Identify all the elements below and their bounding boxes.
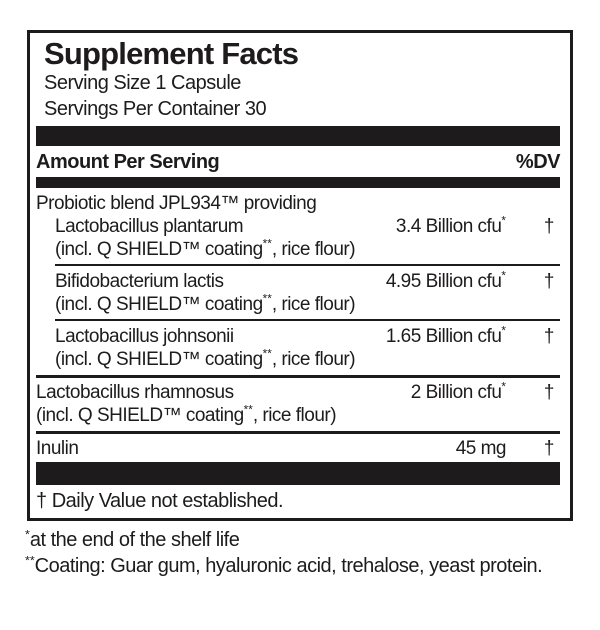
dv-symbol: † — [543, 271, 554, 292]
nutrient-amount: 4.95 Billion cfu* — [385, 269, 506, 292]
dv-symbol: † — [543, 216, 554, 237]
main-divider — [36, 431, 560, 434]
main-divider — [36, 375, 560, 378]
panel-title: Supplement Facts — [44, 36, 299, 71]
serving-size: Serving Size 1 Capsule — [44, 72, 241, 94]
blend-item-johnsonii — [55, 325, 560, 371]
nutrient-amount: 1.65 Billion cfu* — [385, 324, 506, 347]
amount-per-serving-label: Amount Per Serving — [36, 151, 220, 173]
row-rhamnosus — [36, 381, 560, 427]
nutrient-name: Lactobacillus plantarum — [55, 216, 244, 237]
amount-asterisk: * — [501, 380, 506, 394]
nutrient-detail: (incl. Q SHIELD™ coating**, rice flour) — [55, 292, 356, 315]
blend-group-name: Probiotic blend JPL934™ providing — [36, 193, 317, 214]
nutrient-amount: 45 mg — [455, 438, 506, 459]
detail-asterisks: ** — [262, 237, 272, 251]
nutrient-row — [36, 381, 560, 404]
footnote-coating: **Coating: Guar gum, hyaluronic acid, trehalose, yeast protein. — [25, 553, 543, 577]
nutrient-name: Lactobacillus rhamnosus — [36, 382, 234, 403]
supplement-facts-panel — [27, 30, 573, 521]
row-inulin — [36, 437, 560, 460]
detail-asterisks: ** — [243, 403, 253, 417]
blend-item-plantarum — [55, 215, 560, 266]
nutrient-detail: (incl. Q SHIELD™ coating**, rice flour) — [55, 237, 356, 260]
amount-asterisk: * — [501, 324, 506, 338]
blend-item-lactis — [55, 270, 560, 321]
separator-bar-bottom — [36, 462, 560, 485]
detail-asterisks: ** — [262, 292, 272, 306]
nutrient-detail: (incl. Q SHIELD™ coating**, rice flour) — [36, 403, 337, 426]
nutrient-name: Bifidobacterium lactis — [55, 271, 224, 292]
nutrient-detail: (incl. Q SHIELD™ coating**, rice flour) — [55, 347, 356, 370]
nutrient-row — [55, 215, 560, 238]
servings-per-container: Servings Per Container 30 — [44, 98, 267, 120]
separator-bar-mid — [36, 177, 560, 188]
dv-footnote: † Daily Value not established. — [36, 490, 284, 512]
asterisk-symbol: * — [25, 527, 30, 542]
nutrient-name: Lactobacillus johnsonii — [55, 326, 234, 347]
nutrient-row — [55, 270, 560, 293]
nutrient-table — [36, 188, 560, 513]
sub-divider — [55, 264, 560, 266]
double-asterisk-symbol: ** — [25, 553, 35, 568]
separator-bar-thick — [36, 126, 560, 146]
nutrient-amount: 3.4 Billion cfu* — [395, 214, 506, 237]
dv-symbol: † — [543, 382, 554, 403]
dv-symbol: † — [543, 438, 554, 459]
nutrient-amount: 2 Billion cfu* — [410, 380, 506, 403]
sub-divider — [55, 319, 560, 321]
dagger-symbol: † — [36, 490, 47, 512]
detail-asterisks: ** — [262, 347, 272, 361]
footnotes-block — [25, 527, 577, 579]
nutrient-row — [55, 325, 560, 348]
footnote-shelf-life: *at the end of the shelf life — [25, 527, 240, 551]
amount-asterisk: * — [501, 214, 506, 228]
panel-header — [44, 37, 560, 122]
nutrient-name: Inulin — [36, 438, 79, 459]
column-header-row — [36, 146, 560, 177]
amount-asterisk: * — [501, 269, 506, 283]
dv-symbol: † — [543, 326, 554, 347]
dv-column-label: %DV — [515, 151, 560, 173]
